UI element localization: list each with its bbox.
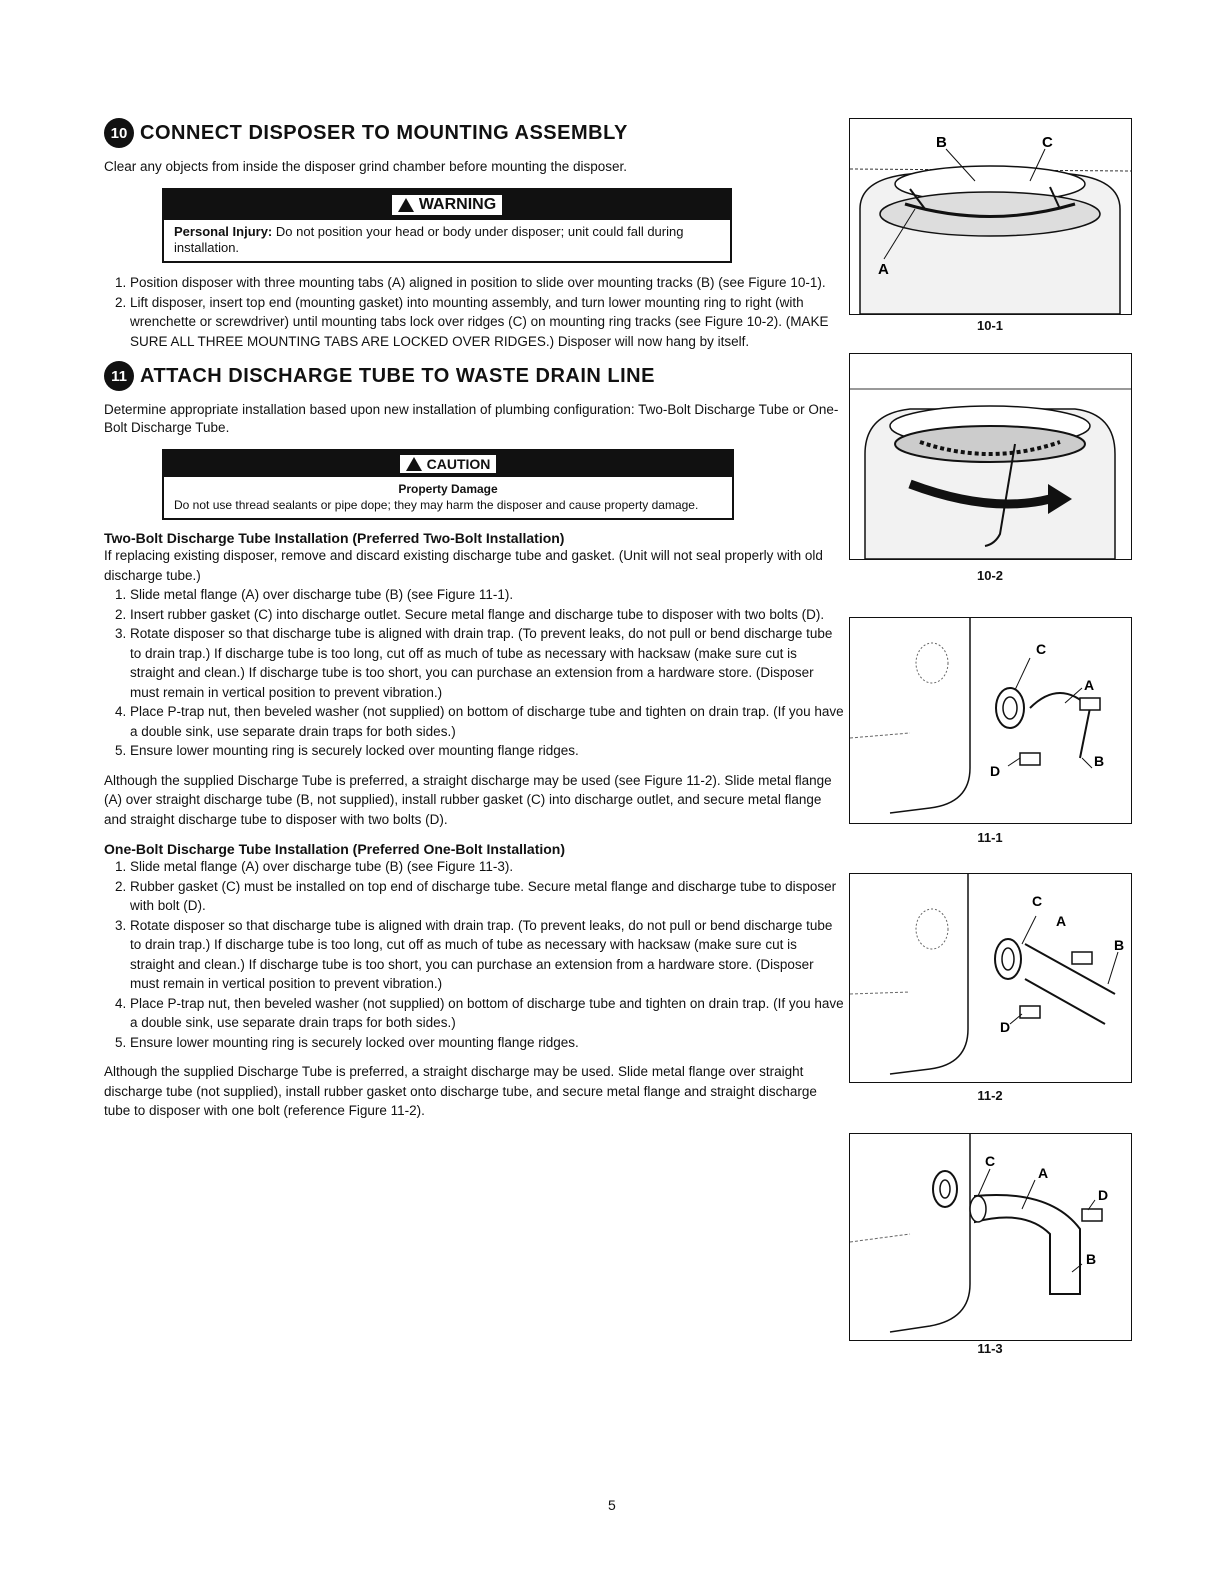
figure-10-1 bbox=[849, 118, 1132, 315]
figure-11-2-illustration bbox=[850, 874, 1131, 1082]
figure-10-1-illustration bbox=[850, 119, 1131, 314]
figure-11-2-label-a: A bbox=[1056, 913, 1067, 929]
figure-11-1 bbox=[849, 617, 1132, 824]
two-bolt-lead: If replacing existing disposer, remove and discard existing discharge tube and gasket. (Unit will not seal properly with old discharge tube.) bbox=[104, 548, 823, 583]
section-10-header bbox=[104, 118, 844, 148]
list-item: 1. Position disposer with three mounting tabs (A) aligned in position to slide over mounting tracks (B) (see Figure 10-1). bbox=[130, 273, 844, 293]
figure-11-3-illustration bbox=[850, 1134, 1131, 1340]
figure-10-1-label-a: A bbox=[878, 261, 889, 278]
figure-11-1-caption: 11-1 bbox=[977, 830, 1003, 845]
one-bolt-note: Although the supplied Discharge Tube is preferred, a straight discharge may be used. Slide metal flange over straight discharge tube (not supplied), install rubber gasket onto discharge tube, and secure metal flange and straight discharge tube to disposer with one bolt (reference Figure 11-2). bbox=[104, 1064, 817, 1118]
warning-text: Do not position your head or body under disposer; unit could fall during installation. bbox=[174, 224, 684, 255]
main-column bbox=[104, 118, 844, 1133]
caution-subtitle: Property Damage bbox=[398, 482, 498, 496]
list-item: 2. Rubber gasket (C) must be installed on top end of discharge tube. Secure metal flange and discharge tube to disposer with bolt (D). bbox=[130, 877, 844, 916]
figure-11-3-label-d: D bbox=[1098, 1187, 1109, 1203]
figure-10-2 bbox=[849, 353, 1132, 560]
list-item: 3. Rotate disposer so that discharge tube is aligned with drain trap. (To prevent leaks, do not pull or bend discharge tube to drain trap.) If discharge tube is too long, cut off as much of tube as necessary with hacksaw (make sure cut is straight and clean.) If discharge tube is too short, you can purchase an extension from a hardware store. (Disposer must remain in vertical position to prevent vibration.) bbox=[130, 624, 844, 702]
one-bolt-steps bbox=[104, 857, 844, 1052]
list-item: 3. Rotate disposer so that discharge tube is aligned with drain trap. (To prevent leaks, do not pull or bend discharge tube to drain trap.) If discharge tube is too long, cut off as much of tube as necessary with hacksaw (make sure cut is straight and clean.) If discharge tube is too short, you can purchase an extension from a hardware store. (Disposer must remain in vertical position to prevent vibration.) bbox=[130, 916, 844, 994]
two-bolt-note: Although the supplied Discharge Tube is preferred, a straight discharge may be used (see Figure 11-2). Slide metal flange (A) over straight discharge tube (B, not supplied), install rubber gasket (C) into discharge outlet, and secure metal flange and straight discharge tube to disposer with two bolts (D). bbox=[104, 772, 832, 827]
list-item: 4. Place P-trap nut, then beveled washer (not supplied) on bottom of discharge tube and tighten on drain trap. (If you have a double sink, use separate drain traps for both sides.) bbox=[130, 994, 844, 1033]
figure-11-3-label-a: A bbox=[1038, 1165, 1049, 1181]
section-10-steps bbox=[104, 273, 844, 351]
warning-triangle-icon bbox=[398, 198, 414, 212]
list-item: 5. Ensure lower mounting ring is securely locked over mounting flange ridges. bbox=[130, 1033, 844, 1053]
section-10-intro: Clear any objects from inside the disposer grind chamber before mounting the disposer. bbox=[104, 159, 628, 174]
section-10-number-badge: 10 bbox=[104, 118, 134, 148]
list-item: 1. Slide metal flange (A) over discharge tube (B) (see Figure 11-1). bbox=[130, 585, 844, 605]
one-bolt-heading: One-Bolt Discharge Tube Installation (Preferred One-Bolt Installation) bbox=[104, 841, 566, 857]
two-bolt-steps bbox=[104, 585, 844, 761]
section-11-number-badge: 11 bbox=[104, 361, 134, 391]
warning-label: WARNING bbox=[418, 196, 497, 213]
figure-11-3-label-b: B bbox=[1086, 1251, 1097, 1267]
figure-11-2-caption: 11-2 bbox=[977, 1088, 1003, 1103]
figure-11-3-caption: 11-3 bbox=[977, 1341, 1003, 1356]
figure-11-2-label-b: B bbox=[1114, 937, 1125, 953]
caution-label: CAUTION bbox=[426, 456, 491, 472]
warning-bar bbox=[164, 190, 730, 220]
list-item: 1. Slide metal flange (A) over discharge tube (B) (see Figure 11-3). bbox=[130, 857, 844, 877]
figure-11-2-label-d: D bbox=[1000, 1019, 1011, 1035]
figure-10-1-caption: 10-1 bbox=[976, 318, 1004, 333]
figure-11-1-label-c: C bbox=[1036, 641, 1047, 657]
figure-10-1-label-b: B bbox=[936, 134, 947, 151]
caution-text: Do not use thread sealants or pipe dope; they may harm the disposer and cause property damage. bbox=[174, 498, 699, 512]
figure-11-2-label-c: C bbox=[1032, 893, 1043, 909]
warning-box bbox=[162, 188, 732, 263]
figure-10-1-label-c: C bbox=[1042, 134, 1053, 151]
figure-10-2-caption: 10-2 bbox=[976, 568, 1004, 583]
section-11-intro: Determine appropriate installation based upon new installation of plumbing configuration: Two-Bolt Discharge Tube or One-Bolt Discharge Tube. bbox=[104, 402, 839, 435]
caution-box bbox=[162, 449, 734, 520]
section-11-title: ATTACH DISCHARGE TUBE TO WASTE DRAIN LINE bbox=[140, 364, 655, 387]
section-11-header bbox=[104, 361, 844, 391]
figure-11-2 bbox=[849, 873, 1132, 1083]
figure-11-1-label-d: D bbox=[990, 763, 1001, 779]
two-bolt-heading: Two-Bolt Discharge Tube Installation (Preferred Two-Bolt Installation) bbox=[104, 530, 565, 546]
warning-lead: Personal Injury: bbox=[174, 224, 273, 239]
figure-10-2-illustration bbox=[850, 354, 1131, 559]
caution-triangle-icon bbox=[406, 457, 422, 471]
section-10-title: CONNECT DISPOSER TO MOUNTING ASSEMBLY bbox=[140, 121, 628, 144]
figure-11-3 bbox=[849, 1133, 1132, 1341]
list-item: 2. Lift disposer, insert top end (mounting gasket) into mounting assembly, and turn lower mounting ring to right (with wrenchette or screwdriver) until mounting tabs lock over ridges (C) on mounting ring tracks (see Figure 10-2). (MAKE SURE ALL THREE MOUNTING TABS ARE LOCKED OVER RIDGES.) Disposer will now hang by itself. bbox=[130, 293, 844, 352]
list-item: 2. Insert rubber gasket (C) into discharge outlet. Secure metal flange and discharge tube to disposer with two bolts (D). bbox=[130, 605, 844, 625]
figure-11-1-illustration bbox=[850, 618, 1131, 823]
caution-bar bbox=[164, 451, 732, 477]
figure-11-3-label-c: C bbox=[985, 1153, 996, 1169]
list-item: 5. Ensure lower mounting ring is securely locked over mounting flange ridges. bbox=[130, 741, 844, 761]
list-item: 4. Place P-trap nut, then beveled washer (not supplied) on bottom of discharge tube and tighten on drain trap. (If you have a double sink, use separate drain traps for both sides.) bbox=[130, 702, 844, 741]
page-number: 5 bbox=[608, 1497, 616, 1513]
figure-11-1-label-b: B bbox=[1094, 753, 1105, 769]
figure-11-1-label-a: A bbox=[1084, 677, 1095, 693]
